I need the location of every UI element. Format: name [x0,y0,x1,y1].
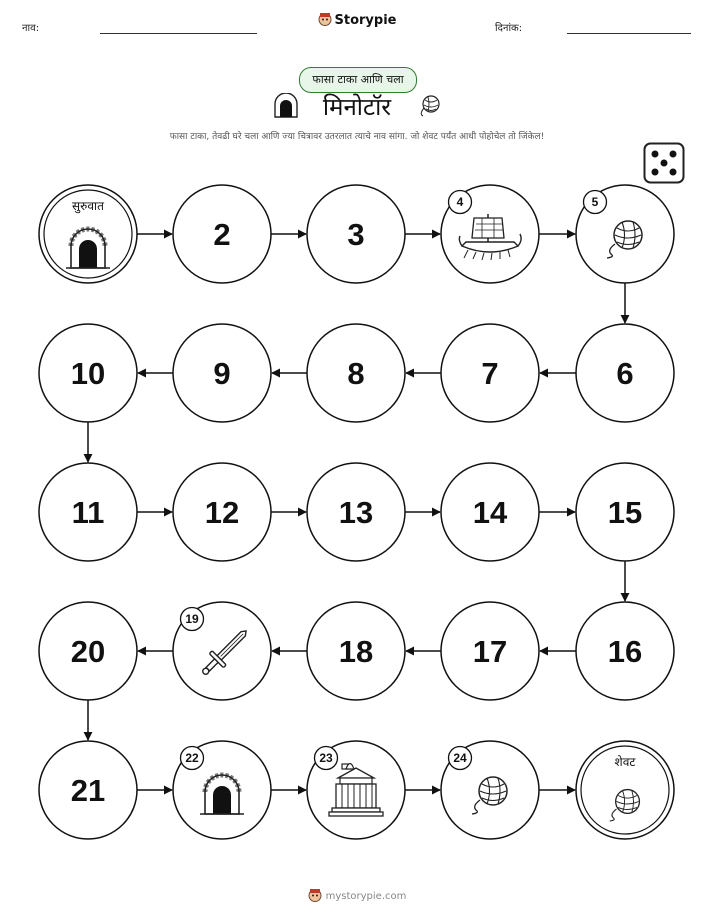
board-cell-10 [39,324,137,422]
board-cell-1 [39,185,137,283]
board-cell-20 [39,602,137,700]
cell-number: 3 [347,217,365,252]
cell-number: 10 [70,356,106,391]
cell-number: 16 [607,634,643,669]
cell-number: 17 [472,634,508,669]
board-cell-5 [576,185,674,283]
cell-number: 12 [204,495,240,530]
cell-number: 23 [319,751,333,765]
board-cell-25 [576,741,674,839]
cell-number: 6 [616,356,634,391]
cell-number: 24 [453,751,467,765]
board-cell-7 [441,324,539,422]
board-cell-2 [173,185,271,283]
footer [0,888,714,902]
page-title: मिनोटॉर [322,93,392,121]
cell-number: 13 [338,495,374,530]
board-cell-6 [576,324,674,422]
board-cell-21 [39,741,137,839]
cell-number: 22 [185,751,199,765]
instructions: फासा टाका, तेवढी घरे चला आणि ज्या चित्रावर उतरलात त्याचे नाव सांगा. जो शेवट पर्यंत आधी पोहोचेल तो जिंकेल! [169,132,545,142]
board-cell-12 [173,463,271,561]
tunnel-icon [66,229,110,268]
game-type-badge: फासा टाका आणि चला [299,67,417,93]
storypie-logo-icon [308,888,322,902]
footer-site[interactable]: mystorypie.com [325,891,407,902]
board-cell-23 [307,741,405,839]
cell-number: 11 [71,495,105,530]
board-cell-13 [307,463,405,561]
board-cell-11 [39,463,137,561]
end-label: शेवट [614,755,636,769]
board-cell-16 [576,602,674,700]
cell-number: 9 [213,356,231,391]
cell-number: 18 [338,634,374,669]
brand-name: Storypie [334,13,397,28]
board-cell-17 [441,602,539,700]
cell-number: 14 [472,495,508,530]
cell-number: 19 [185,612,199,626]
cell-number: 8 [347,356,365,391]
board-cell-3 [307,185,405,283]
cell-number: 15 [607,495,643,530]
board-cell-24 [441,741,539,839]
board-cell-14 [441,463,539,561]
cell-number: 20 [70,634,106,669]
cell-number: 2 [213,217,231,252]
cell-number: 5 [591,195,599,209]
board-cell-19 [173,602,271,700]
cell-number: 4 [456,195,464,209]
board-cell-15 [576,463,674,561]
tunnel-icon [200,775,244,814]
board-cell-4 [441,185,539,283]
cell-number: 7 [481,356,499,391]
board-cell-22 [173,741,271,839]
board-cell-9 [173,324,271,422]
board-cell-18 [307,602,405,700]
name-label: नाव: [22,23,40,34]
date-label: दिनांक: [495,23,523,34]
start-label: सुरुवात [72,199,104,213]
board-cell-8 [307,324,405,422]
cell-number: 21 [70,773,106,808]
